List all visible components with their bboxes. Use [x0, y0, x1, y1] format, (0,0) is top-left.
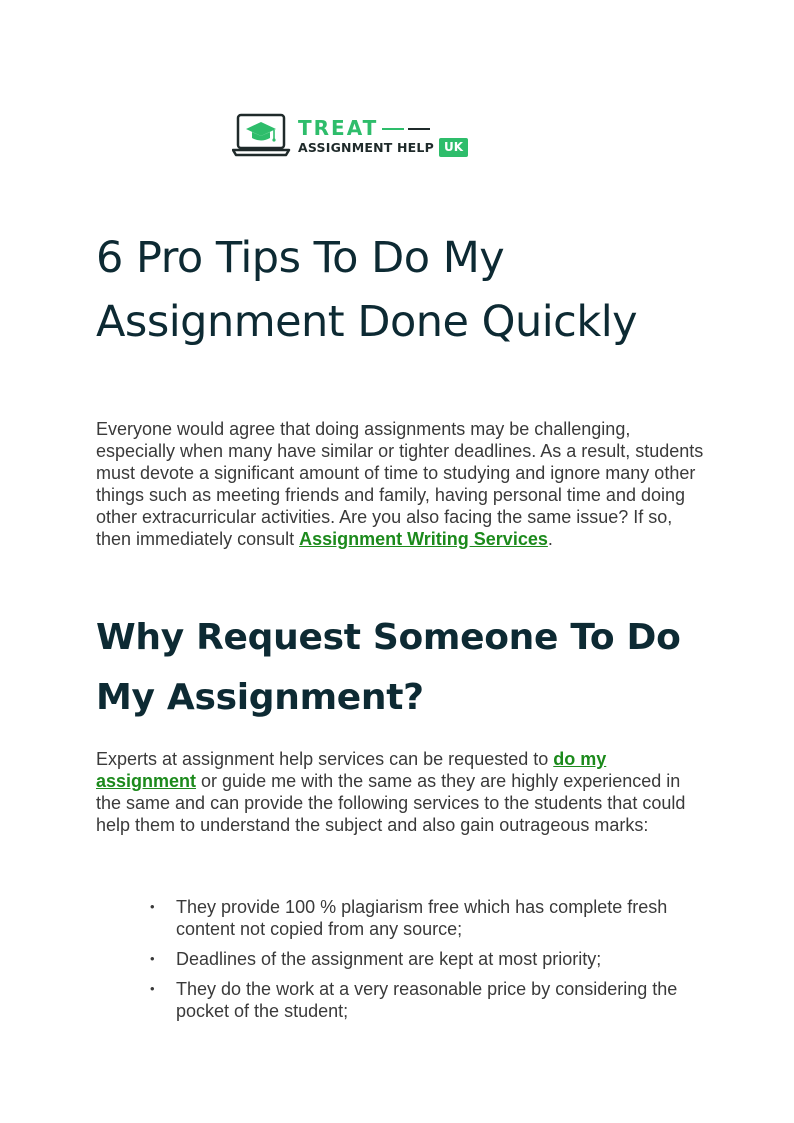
- list-item: • They provide 100 % plagiarism free which has complete fresh content not copied from any source;: [150, 896, 690, 940]
- intro-text: Everyone would agree that doing assignments may be challenging, especially when many have similar or tighter deadlines. As a result, students must devote a significant amount of time to studying and ignore many other things such as meeting friends and family, having personal time and doing other extracurricular activities. Are you also facing the same issue? If so, then immediately consult: [96, 419, 704, 549]
- section-after: or guide me with the same as they are highly experienced in the same and can provide the following services to the students that could help them to understand the subject and also gain outrageous marks:: [96, 771, 686, 835]
- logo-uk-badge: UK: [439, 138, 468, 157]
- brand-logo: [232, 112, 472, 162]
- assignment-writing-services-link[interactable]: Assignment Writing Services: [299, 529, 548, 549]
- intro-after: .: [547, 529, 553, 549]
- section-heading: Why Request Someone To Do My Assignment?: [96, 617, 681, 718]
- list-item: • They do the work at a very reasonable price by considering the pocket of the student;: [150, 978, 690, 1022]
- logo-dash-green: [382, 128, 404, 130]
- services-list: [150, 896, 690, 1030]
- section-paragraph: [96, 748, 708, 836]
- logo-brand-text: TREAT: [298, 116, 379, 140]
- section-before: Experts at assignment help services can be requested to: [96, 749, 554, 769]
- laptop-graduation-cap-icon: [232, 112, 294, 158]
- intro-paragraph: [96, 418, 708, 550]
- list-item: • Deadlines of the assignment are kept at most priority;: [150, 948, 690, 970]
- logo-subtitle: ASSIGNMENT HELP: [298, 140, 434, 155]
- do-my-assignment-link[interactable]: do my assignment: [96, 749, 607, 791]
- logo-dash-dark: [408, 128, 430, 130]
- page-title: 6 Pro Tips To Do My Assignment Done Quickly: [96, 233, 638, 347]
